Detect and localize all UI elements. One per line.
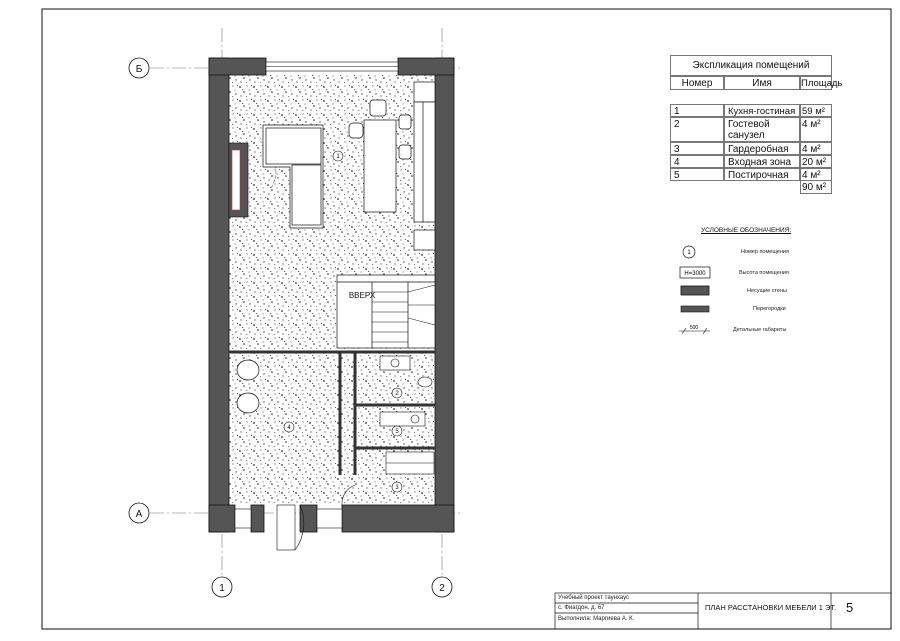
axis-label-1: 1 — [219, 583, 225, 594]
room-tag-5: 5 — [395, 429, 399, 435]
legend-room-symbol: 1 — [687, 250, 691, 256]
wardrobe — [386, 452, 434, 474]
total-area: 90 м² — [800, 181, 832, 194]
stairs-label: ВВЕРХ — [348, 291, 376, 300]
legend-dimensions: Детальные габариты — [733, 327, 787, 333]
stairs — [337, 275, 435, 348]
row-1-area: 59 м² — [800, 104, 832, 117]
row-2-number: 2 — [670, 117, 724, 142]
row-4-name: Входная зона — [724, 155, 800, 168]
row-3-area: 4 м² — [800, 142, 832, 155]
legend-partitions: Перегородки — [753, 306, 786, 312]
row-1-name: Кухня-гостиная — [724, 104, 800, 117]
project-name: Учебный проект таунхаус — [558, 595, 630, 601]
legend-height-symbol: H=3000 — [684, 271, 706, 277]
legend-symbols — [679, 246, 710, 334]
row-3-name: Гардеробная — [724, 142, 800, 155]
header-name: Имя — [724, 76, 800, 90]
axis-label-b: Б — [135, 64, 143, 75]
room-tag-4: 4 — [287, 425, 291, 431]
row-3-number: 3 — [670, 142, 724, 155]
row-4-number: 4 — [670, 155, 724, 168]
legend-room-number: Номер помещения — [741, 249, 789, 255]
row-5-number: 5 — [670, 168, 724, 181]
project-author: Выполнила: Маргиева А. К. — [558, 616, 635, 622]
axis-label-2: 2 — [439, 583, 445, 594]
legend-room-height: Высота помещения — [739, 270, 789, 276]
room-tag-3: 3 — [395, 485, 399, 491]
row-5-area: 4 м² — [800, 168, 832, 181]
axis-label-a: А — [135, 509, 143, 520]
room-tag-1: 1 — [336, 154, 340, 160]
row-1-number: 1 — [670, 104, 724, 117]
row-4-area: 20 м² — [800, 155, 832, 168]
legend-title: УСЛОВНЫЕ ОБОЗНАЧЕНИЯ: — [701, 227, 792, 234]
sheet-number: 5 — [846, 600, 854, 615]
project-address: с. Фиагдон, д. 67 — [558, 605, 605, 611]
room-tag-2: 2 — [395, 391, 399, 397]
legend-bearing-walls: Несущие стены — [747, 288, 787, 294]
legend-dim-symbol: 500 — [689, 325, 699, 331]
sheet-title: ПЛАН РАССТАНОВКИ МЕБЕЛИ 1 ЭТ. — [705, 603, 837, 612]
header-number: Номер — [670, 76, 724, 90]
explication-title: Экспликация помещений — [670, 55, 832, 76]
row-5-name: Постирочная — [724, 168, 800, 181]
header-area: Площадь — [801, 78, 843, 89]
row-2-name: Гостевой санузел — [724, 117, 800, 142]
row-2-area: 4 м² — [800, 117, 832, 142]
sheet-frame — [42, 9, 891, 629]
